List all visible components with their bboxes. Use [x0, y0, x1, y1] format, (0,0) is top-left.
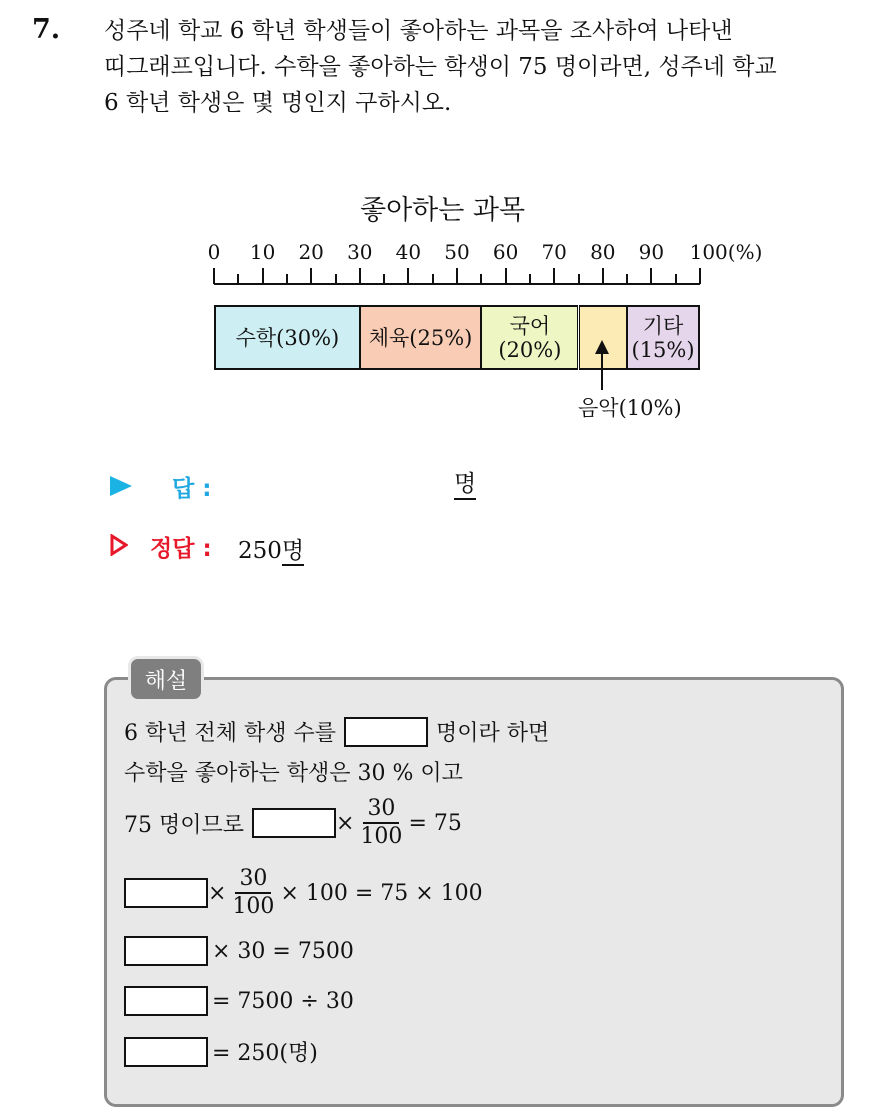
segment-label — [632, 314, 695, 362]
segment-name: 수학 — [235, 325, 277, 350]
times-sign: × — [208, 880, 227, 906]
blank-box — [124, 936, 208, 966]
ruler-tick — [626, 274, 628, 284]
expl-text: = 250(명) — [212, 1041, 318, 1066]
ruler-tick — [602, 268, 604, 284]
fraction-denominator: 100 — [232, 894, 275, 919]
ruler-tick — [553, 268, 555, 284]
ruler-tick-label: 10 — [249, 240, 276, 264]
ruler-tick — [456, 268, 458, 284]
callout-label: 음악(10%) — [578, 396, 682, 420]
question-number: 7. — [32, 14, 61, 45]
ruler-tick-label: 100(%) — [689, 240, 763, 264]
fraction-denominator: 100 — [360, 824, 403, 849]
explanation-badge: 해설 — [128, 656, 204, 702]
fraction-numerator: 30 — [363, 796, 399, 824]
expl-text: 수학을 좋아하는 학생은 30 % 이고 — [124, 761, 463, 786]
answer-label: 답 : — [172, 476, 212, 502]
ruler-tick — [383, 274, 385, 284]
expl-text: 6 학년 전체 학생 수를 — [124, 721, 336, 746]
blank-box — [124, 878, 208, 908]
band-segment-3 — [481, 305, 578, 370]
explanation-line-6 — [124, 986, 354, 1016]
expl-text: = 7500 ÷ 30 — [212, 988, 354, 1014]
ruler-tick-label: 40 — [395, 240, 422, 264]
ruler-tick — [286, 274, 288, 284]
callout-arrow-icon — [595, 340, 609, 354]
explanation-line-7 — [124, 1036, 318, 1067]
segment-name: 체육 — [368, 325, 410, 350]
correct-triangle-icon — [110, 534, 128, 556]
segment-percent: (15%) — [631, 337, 695, 362]
answer-unit: 명 — [454, 470, 476, 500]
explanation-line-1 — [124, 716, 549, 747]
blank-box — [124, 986, 208, 1016]
expl-text: × 100 = 75 × 100 — [280, 880, 483, 906]
ruler-tick — [675, 274, 677, 284]
question-line-3: 6 학년 학생은 몇 명인지 구하시오. — [104, 90, 452, 116]
blank-box — [344, 717, 428, 747]
expl-text: = 75 — [408, 810, 462, 836]
fraction — [232, 866, 274, 920]
correct-value: 250 — [238, 538, 282, 564]
band-segment-2 — [360, 305, 482, 370]
ruler-tick-label: 90 — [638, 240, 665, 264]
expl-text: 75 명이므로 — [124, 812, 244, 838]
ruler-tick — [505, 268, 507, 284]
chart-title: 좋아하는 과목 — [360, 195, 526, 226]
fraction-numerator: 30 — [235, 866, 271, 894]
blank-box — [252, 808, 336, 838]
ruler-tick — [650, 268, 652, 284]
ruler-tick — [237, 274, 239, 284]
ruler-tick — [529, 274, 531, 284]
correct-answer — [238, 532, 304, 565]
ruler-tick — [310, 268, 312, 284]
segment-name: 기타 — [642, 313, 684, 338]
segment-name: 국어 — [509, 313, 551, 338]
segment-percent: (30%) — [276, 325, 340, 350]
correct-label: 정답 : — [150, 536, 212, 562]
segment-label — [498, 314, 561, 362]
segment-percent: (20%) — [498, 337, 562, 362]
ruler-tick-label: 80 — [590, 240, 616, 264]
question-line-2: 띠그래프입니다. 수학을 좋아하는 학생이 75 명이라면, 성주네 학교 — [104, 54, 777, 80]
segment-label — [236, 326, 340, 350]
answer-triangle-icon — [110, 476, 132, 496]
ruler-tick-label: 0 — [207, 240, 221, 264]
explanation-line-2 — [124, 756, 463, 787]
explanation-line-5 — [124, 936, 354, 966]
ruler-tick — [213, 268, 215, 284]
segment-percent: (25%) — [409, 325, 473, 350]
explanation-line-3 — [124, 796, 462, 850]
correct-unit: 명 — [281, 538, 305, 564]
band-segment-1 — [214, 305, 360, 370]
segment-label — [369, 326, 473, 350]
ruler-tick — [699, 268, 701, 284]
ruler-tick — [335, 274, 337, 284]
expl-text: 명이라 하면 — [436, 721, 550, 746]
ruler-tick — [432, 274, 434, 284]
ruler-tick — [578, 274, 580, 284]
ruler-tick-label: 30 — [347, 240, 373, 264]
ruler-tick — [262, 268, 264, 284]
ruler-tick-label: 70 — [541, 240, 567, 264]
blank-box — [124, 1037, 208, 1067]
times-sign: × — [336, 810, 355, 836]
question-line-1: 성주네 학교 6 학년 학생들이 좋아하는 과목을 조사하여 나타낸 — [104, 18, 733, 44]
ruler-tick-label: 20 — [298, 240, 324, 264]
expl-text: × 30 = 7500 — [212, 938, 354, 964]
ruler-tick — [359, 268, 361, 284]
ruler-tick — [407, 268, 409, 284]
ruler-tick — [480, 274, 482, 284]
ruler-tick-label: 60 — [492, 240, 519, 264]
band-segment-5 — [627, 305, 700, 370]
fraction — [360, 796, 402, 850]
explanation-line-4 — [124, 866, 483, 920]
ruler-tick-label: 50 — [444, 240, 470, 264]
